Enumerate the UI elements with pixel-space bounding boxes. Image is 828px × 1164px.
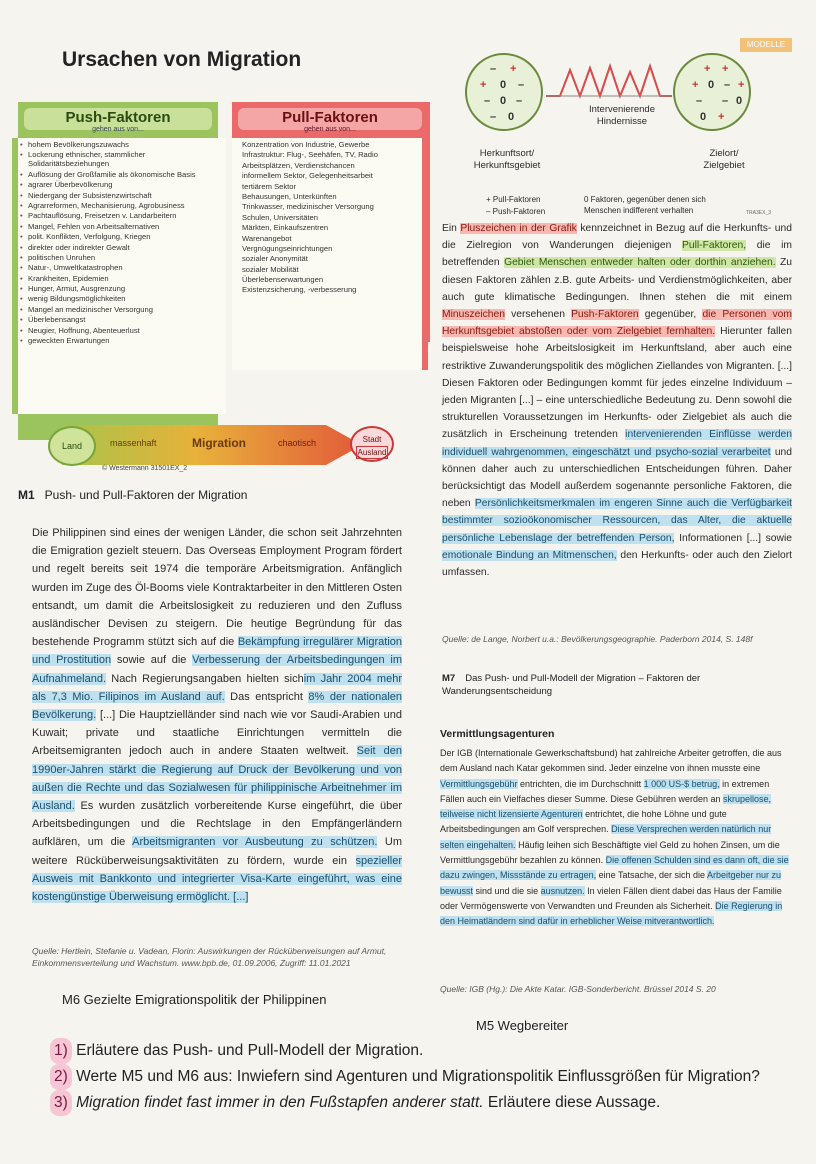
push-factor-item: • agrarer Überbevölkerung [28, 180, 222, 189]
m6-text: Um weitere Rücküberweisungsaktivitäten zu fördern, wurde ein [32, 836, 402, 867]
pull-factor-item: Trinkwasser, medizinischer Versorgung [242, 202, 374, 212]
m5-body [440, 746, 790, 930]
m7-source: Quelle: de Lange, Norbert u.a.: Bevölkerungsgeographie. Paderborn 2014, S. 148f [442, 634, 753, 644]
m7-text: und können daher auch zu unterschiedlichen Entscheidungen führen. Daher berücksichtigt das Modell außerdem sogenannte personliche Faktoren, die neben [442, 446, 792, 510]
m5-text: entrichtet, die hohe Löhne und gute Arbeitsbedingungen am Golf versprechen. [440, 809, 727, 835]
figure-credit: © Westermann 31501EX_2 [102, 465, 188, 472]
page-edge [816, 0, 828, 1164]
task-number: 2) [50, 1064, 72, 1090]
push-factor-item: • Überlebensangst [28, 315, 222, 324]
push-factor-item: • Lockerung ethnischer, stammlicher Solidaritätsbeziehungen [28, 150, 222, 168]
svg-text:0: 0 [508, 111, 515, 123]
pull-factor-item: Existenzsicherung, -verbesserung [242, 285, 357, 295]
svg-text:0: 0 [500, 79, 507, 91]
destination-circle [674, 54, 750, 130]
m6-body [32, 524, 402, 906]
m6-text: Das entspricht [224, 690, 309, 703]
task-number: 3) [50, 1090, 72, 1116]
m5-text: Häufig leihen sich Beschäftigte viel Geld zu hohen Zinsen, um die Vermittlungsgebühr bezahlen zu können. [440, 839, 780, 866]
m6-highlight: im Jahr 2004 mehr als 7,3 Mio. Filipinos im Ausland auf. [32, 672, 402, 703]
m5-text: in extremen Fällen auch ein Vielfaches dieser Summe. Diese Gebühren werden an [440, 778, 770, 804]
svg-text:+: + [738, 79, 745, 91]
m5-highlight: 1 000 US-$ betrug, [643, 778, 720, 789]
task-item [50, 1038, 770, 1064]
svg-text:+: + [510, 63, 517, 75]
m5-highlight: skrupellose, teilweise nicht lizensierte Agenturen [440, 793, 772, 820]
pull-factor-list [232, 138, 428, 370]
task-text: Erläutere das Push- und Pull-Modell der Migration. [76, 1042, 424, 1059]
push-factor-item: • Pachtauflösung, Freisetzen v. Landarbeitern [28, 211, 222, 220]
m7-highlight: Gebiet Menschen entweder halten oder dorthin anziehen. [504, 257, 776, 269]
svg-text:–: – [518, 79, 525, 91]
origin-label: Herkunftsort/ Herkunftsgebiet [473, 148, 541, 171]
push-subtitle: gehen aus von... [92, 126, 144, 133]
push-title: Push-Faktoren [24, 108, 212, 130]
m5-caption: M5 Wegbereiter [476, 1018, 569, 1033]
m5-highlight: Die Regierung in den Heimatländern sind dafür in erheblicher Weise mitverantwortlich. [440, 900, 783, 927]
m7-highlight: Minuszeichen [442, 309, 505, 321]
svg-text:+: + [718, 111, 725, 123]
m5-highlight: Arbeitgeber nur zu bewusst [440, 870, 782, 896]
m5-text: entrichten, die im Durchschnitt [517, 778, 644, 789]
m7-text: Hierunter fallen beispielsweise hohe Arbeitslosigkeit im Herkunftsland, aber auch eine restriktive Zuwanderungspolitik des möglichen Ziellandes von Migranten. [...] Diesen Faktoren oder Bedingungen kommt für jedes einzelne Individuum – jeden Migranten [...] – eine unterschiedliche Bedeutung zu. Denn sowohl die strukturellen Voraussetzungen im Herkunfts- oder Zielgebiet als auch die zusätzlich in Erscheinung tretenden [442, 326, 792, 441]
pull-factor-item: Vergnügungseinrichtungen [242, 243, 333, 253]
m7-caption-number: M7 [442, 673, 456, 684]
m6-highlight: Verbesserung der Arbeitsbedingungen im Aufnahmeland. [32, 654, 402, 685]
svg-text:+: + [480, 79, 487, 91]
diagram-code: TRA3EX_3 [746, 210, 772, 216]
m6-highlight: Arbeitsmigranten vor Ausbeutung zu schützen. [132, 836, 378, 849]
pull-factor-item: Arbeitsplätzen, Verdienstchancen [242, 160, 355, 170]
m6-highlight: Seit den 1990er-Jahren stärkt die Regierung auf Druck der Bevölkerung und von außen die Rechte und das Sozialwesen für philippinische Arbeitnehmer im Ausland. [32, 745, 402, 813]
pull-factor-item: sozialer Anonymität [242, 254, 308, 264]
push-factor-item: • Agrarreformen, Mechanisierung, Agrobusiness [28, 201, 222, 210]
stadt-label: Stadt [362, 435, 382, 444]
push-factor-item: • Mangel an medizinischer Versorgung [28, 305, 222, 314]
m7-caption [442, 672, 782, 698]
push-factor-item: • Krankheiten, Epidemien [28, 274, 222, 283]
svg-text:–: – [484, 95, 491, 107]
m7-highlight: intervenierenden Einflüsse werden individuell wahrgenommen, eingeschätzt und psycho-sozial verarbeitet [442, 429, 793, 458]
task-item [50, 1064, 770, 1090]
pull-title: Pull-Faktoren [238, 108, 422, 130]
push-factor-item: • polit. Konflikten, Verfolgung, Kriegen [28, 232, 222, 241]
m7-highlight: emotionale Bindung an Mitmenschen, [442, 549, 617, 561]
m5-highlight: Die offenen Schulden sind es dann oft, die sie dazu zwingen, Missstände zu ertragen, [440, 855, 789, 881]
m5-source: Quelle: IGB (Hg.): Die Akte Katar. IGB-Sonderbericht. Brüssel 2014 S. 20 [440, 984, 716, 994]
task-text: Werte M5 und M6 aus: Inwiefern sind Agenturen und Migrationspolitik Einflussgrößen für Migration? [76, 1068, 760, 1085]
m5-highlight: Vermittlungsgebühr [440, 778, 518, 789]
push-factor-item: • Auflösung der Großfamilie als ökonomische Basis [28, 170, 222, 179]
hindernisse-label: Intervenierende Hindernisse [588, 104, 656, 127]
m7-text: Ein [442, 223, 461, 234]
task-item [50, 1090, 770, 1116]
svg-text:0: 0 [708, 79, 715, 91]
svg-text:–: – [516, 95, 523, 107]
pull-factor-item: Schulen, Universitäten [242, 212, 318, 222]
svg-text:–: – [490, 63, 497, 75]
m6-text: sowie auf die [111, 654, 193, 667]
svg-text:0: 0 [736, 95, 743, 107]
svg-text:–: – [724, 79, 731, 91]
legend-minus: – Push-Faktoren [486, 207, 546, 216]
m6-text: Es wurden zusätzlich vorbereitende Kurse eingeführt, die über Arbeitsbedingungen und die Rechtslage in den Empfängerländern aufklären, um die [32, 800, 402, 849]
land-circle: Land [48, 426, 96, 466]
m6-highlight: 8% der nationalen Bevölkerung. [32, 690, 403, 722]
m6-highlight: Bekämpfung irregulärer Migration und Prostitution [32, 636, 402, 667]
m5-heading: Vermittlungsagenturen [440, 728, 555, 740]
m1-caption-text: Push- und Pull-Faktoren der Migration [44, 488, 248, 502]
legend-plus: + Pull-Faktoren [486, 195, 541, 204]
m6-text: Nach Regierungsangaben hielten sich [106, 672, 304, 685]
push-pull-figure [10, 100, 428, 480]
m5-highlight: ausnutzen. [540, 885, 585, 896]
m7-body [442, 220, 792, 581]
m7-text: Zu diesen Faktoren zählen z.B. gute Arbeits- und Verdienstmöglichkeiten, aber auch gute klimatische Bedingungen. Ihnen stehen die mit einem [442, 257, 792, 303]
push-factor-item: • geweckten Erwartungen [28, 336, 222, 345]
push-factor-item: • direkter oder indirekter Gewalt [28, 243, 222, 252]
m7-highlight: Push-Faktoren [571, 309, 639, 321]
obstacles-line [546, 66, 672, 96]
pull-subtitle: gehen aus von... [304, 126, 356, 133]
push-factor-item: • wenig Bildungsmöglichkeiten [28, 294, 222, 303]
m7-highlight: die Personen vom Herkunftsgebiet abstoßen oder vom Zielgebiet fernhalten. [442, 309, 792, 338]
m7-text: versehenen [504, 309, 572, 321]
label-migration: Migration [192, 436, 246, 450]
label-massenhaft: massenhaft [110, 438, 157, 448]
m1-caption [18, 488, 247, 502]
m7-text: Informationen [...] sowie [674, 532, 792, 544]
m7-highlight: Persönlichkeitsmerkmalen im engeren Sinne auch die Verfügbarkeit bestimmter sozioökonomischer Ressourcen, das Alter, die aktuelle persönliche Lebenslage der betreffenden Person, [442, 498, 792, 544]
m6-text: [...] Die Hauptzielländer sind nach wie vor Saudi-Arabien und Kuwait; private und staatliche Einrichtungen vermitteln die Arbeitsemigranten jedoch auch in andere Staaten weltweit. [32, 709, 402, 758]
m7-text: den Herkunfts- oder auch den Zielort umfassen. [442, 549, 793, 579]
m5-highlight: Diese Versprechen werden natürlich nur selten eingehalten. [440, 824, 772, 850]
pull-factor-item: Konzentration von Industrie, Gewerbe [242, 140, 370, 149]
pull-factor-item: Überlebenserwartungen [242, 275, 324, 285]
pull-factor-item: Infrastruktur: Flug-, Seehäfen, TV, Radio [242, 150, 378, 160]
svg-text:0: 0 [700, 111, 707, 123]
m7-highlight: Pull-Faktoren, [682, 240, 747, 252]
pull-factor-item: informellem Sektor, Gelegenheitsarbeit [242, 171, 373, 181]
push-factor-item: • Niedergang der Subsistenzwirtschaft [28, 191, 222, 200]
svg-text:+: + [704, 63, 711, 75]
push-factor-item: • Natur-, Umweltkatastrophen [28, 263, 222, 272]
origin-circle [466, 54, 542, 130]
push-factor-list [12, 138, 226, 414]
m7-caption-text: Das Push- und Pull-Modell der Migration – Faktoren der Wanderungsentscheidung [442, 673, 701, 697]
m6-caption: M6 Gezielte Emigrationspolitik der Philippinen [62, 992, 327, 1007]
push-factor-item: • hohem Bevölkerungszuwachs [28, 140, 222, 149]
task-list [50, 1038, 770, 1116]
push-pull-model-diagram [442, 36, 802, 226]
pull-factor-item: Warenangebot [242, 233, 292, 243]
task-number: 1) [50, 1038, 72, 1064]
m5-text: Der IGB (Internationale Gewerkschaftsbund) hat zahlreiche Arbeiter getroffen, die aus dem Ausland nach Katar gekommen sind. Jeder einzelne von ihnen musste eine [440, 748, 782, 774]
section-badge: MODELLE [740, 38, 792, 52]
task-text-italic: Migration findet fast immer in den Fußstapfen anderer statt. [76, 1094, 484, 1111]
svg-text:–: – [722, 95, 729, 107]
m7-text: kennzeichnet in Bezug auf die Herkunfts- und die Zielregion von Wanderungen diejenigen [442, 223, 792, 252]
push-factor-item: • politischen Unruhen [28, 253, 222, 262]
label-chaotisch: chaotisch [278, 438, 317, 448]
pull-factor-item: tertiärem Sektor [242, 181, 297, 191]
push-factor-item: • Hunger, Armut, Ausgrenzung [28, 284, 222, 293]
legend-zero: 0 Faktoren, gegenüber denen sich Menschen indifferent verhalten [584, 195, 706, 215]
m1-caption-number: M1 [18, 488, 35, 502]
m6-text: Die Philippinen sind eines der wenigen Länder, die schon seit Jahrzehnten die Emigration gezielt steuern. Das Overseas Employment Program fördert und regelt bereits seit 1974 die temporäre Arbeitsmigration. Anfänglich wurden im Zuge des Öl-Booms viele Kontraktarbeiter in den Mittleren Osten entsandt, um damit die Arbeitslosigkeit zu reduzieren und den Zufluss ausländischer Devisen zu steigern. Die heutige Begründung für das bestehende Programm stützt sich auf die [32, 527, 402, 649]
svg-text:0: 0 [500, 95, 507, 107]
svg-text:+: + [722, 63, 729, 75]
m5-text: sind und die sie [473, 885, 541, 896]
pull-factor-item: Märkten, Einkaufszentren [242, 223, 329, 233]
svg-text:–: – [490, 111, 497, 123]
page-title: Ursachen von Migration [62, 48, 302, 71]
m7-text: die im betreffenden [442, 240, 792, 269]
push-factor-item: • Neugier, Hoffnung, Abenteuerlust [28, 326, 222, 335]
m7-text: gegenüber, [638, 309, 703, 321]
pull-factor-item: sozialer Mobilität [242, 264, 299, 274]
svg-text:–: – [696, 95, 703, 107]
ausland-label: Ausland [357, 448, 387, 457]
task-text: Erläutere diese Aussage. [487, 1094, 661, 1111]
m5-text: In vielen Fällen dient dabei das Haus der Familie oder Vermögenswerte von Verwandten und Freunden als Sicherheit. [440, 885, 782, 911]
m7-highlight: Pluszeichen in der Grafik [460, 223, 577, 234]
svg-text:+: + [692, 79, 699, 91]
m6-source: Quelle: Hertlein, Stefanie u. Vadean, Florin: Auswirkungen der Rücküberweisungen auf Armut, Einkommensverteilung und Wachstum. www.bpb.de, 01.09.2006, Zugriff: 11.01.2021 [32, 946, 387, 968]
pull-factor-item: Behausungen, Unterkünften [242, 191, 337, 201]
push-factor-item: • Mangel, Fehlen von Arbeitsalternativen [28, 222, 222, 231]
destination-label: Zielort/ Zielgebiet [703, 148, 745, 171]
stadt-circle [350, 426, 394, 462]
m6-highlight: spezieller Ausweis mit Bankkonto und integrierter Visa-Karte eingeführt, was eine kostengünstige Überweisung ermöglicht. [...] [32, 854, 402, 904]
m5-text: eine Tatsache, der sich die [596, 870, 707, 881]
